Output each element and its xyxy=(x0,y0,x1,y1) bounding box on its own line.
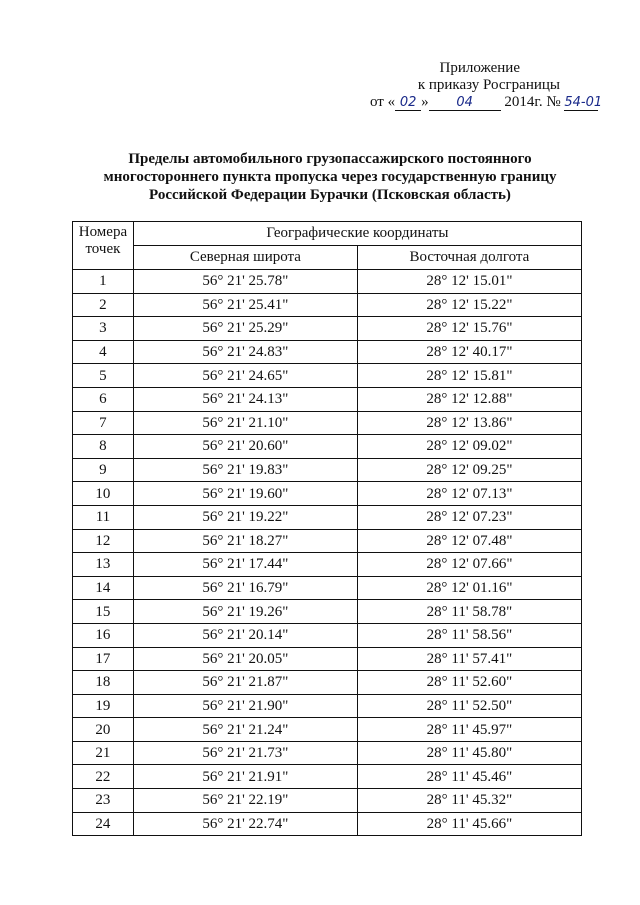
table-row xyxy=(73,529,582,553)
title-line-2: многостороннего пункта пропуска через государственную границу xyxy=(103,169,557,185)
handwritten-month: 04 xyxy=(429,95,501,111)
cell-point-number: 3 xyxy=(73,317,134,341)
cell-point-number: 15 xyxy=(73,600,134,624)
cell-point-number: 5 xyxy=(73,364,134,388)
table-row xyxy=(73,812,582,836)
cell-longitude: 28° 11' 45.32" xyxy=(357,789,581,813)
cell-point-number: 12 xyxy=(73,529,134,553)
cell-latitude: 56° 21' 21.91" xyxy=(133,765,357,789)
cell-point-number: 1 xyxy=(73,270,134,294)
cell-longitude: 28° 11' 52.60" xyxy=(357,671,581,695)
cell-latitude: 56° 21' 24.13" xyxy=(133,387,357,411)
cell-latitude: 56° 21' 25.29" xyxy=(133,317,357,341)
cell-latitude: 56° 21' 20.60" xyxy=(133,435,357,459)
cell-longitude: 28° 12' 15.81" xyxy=(357,364,581,388)
cell-longitude: 28° 12' 01.16" xyxy=(357,576,581,600)
header-longitude: Восточная долгота xyxy=(357,246,581,270)
cell-latitude: 56° 21' 21.90" xyxy=(133,694,357,718)
cell-longitude: 28° 12' 12.88" xyxy=(357,387,581,411)
appendix-title: Приложение xyxy=(439,60,520,76)
cell-longitude: 28° 12' 09.02" xyxy=(357,435,581,459)
cell-point-number: 18 xyxy=(73,671,134,695)
cell-point-number: 22 xyxy=(73,765,134,789)
cell-latitude: 56° 21' 19.83" xyxy=(133,458,357,482)
table-row xyxy=(73,364,582,388)
cell-latitude: 56° 21' 20.14" xyxy=(133,623,357,647)
cell-latitude: 56° 21' 21.73" xyxy=(133,741,357,765)
cell-longitude: 28° 12' 15.76" xyxy=(357,317,581,341)
table-row xyxy=(73,293,582,317)
table-row xyxy=(73,671,582,695)
cell-latitude: 56° 21' 25.41" xyxy=(133,293,357,317)
cell-point-number: 10 xyxy=(73,482,134,506)
cell-point-number: 23 xyxy=(73,789,134,813)
table-row xyxy=(73,505,582,529)
cell-longitude: 28° 12' 15.22" xyxy=(357,293,581,317)
coordinates-table xyxy=(72,221,582,836)
table-row xyxy=(73,600,582,624)
table-row xyxy=(73,789,582,813)
table-row xyxy=(73,741,582,765)
table-row xyxy=(73,694,582,718)
table-row xyxy=(73,435,582,459)
cell-longitude: 28° 11' 45.80" xyxy=(357,741,581,765)
cell-longitude: 28° 11' 58.56" xyxy=(357,623,581,647)
handwritten-order-number: 54-01 xyxy=(564,95,603,110)
header-number-line-1: Номера xyxy=(78,224,128,240)
cell-longitude: 28° 11' 45.66" xyxy=(357,812,581,836)
cell-point-number: 4 xyxy=(73,340,134,364)
cell-longitude: 28° 12' 07.23" xyxy=(357,505,581,529)
cell-latitude: 56° 21' 21.87" xyxy=(133,671,357,695)
year-text: 2014г. № xyxy=(504,94,561,110)
cell-latitude: 56° 21' 21.24" xyxy=(133,718,357,742)
cell-point-number: 13 xyxy=(73,553,134,577)
cell-longitude: 28° 11' 57.41" xyxy=(357,647,581,671)
table-row xyxy=(73,270,582,294)
cell-latitude: 56° 21' 21.10" xyxy=(133,411,357,435)
table-row xyxy=(73,458,582,482)
cell-latitude: 56° 21' 17.44" xyxy=(133,553,357,577)
cell-latitude: 56° 21' 22.19" xyxy=(133,789,357,813)
cell-latitude: 56° 21' 18.27" xyxy=(133,529,357,553)
cell-latitude: 56° 21' 22.74" xyxy=(133,812,357,836)
table-row xyxy=(73,387,582,411)
cell-point-number: 2 xyxy=(73,293,134,317)
cell-point-number: 20 xyxy=(73,718,134,742)
cell-point-number: 24 xyxy=(73,812,134,836)
table-row xyxy=(73,317,582,341)
cell-point-number: 7 xyxy=(73,411,134,435)
cell-longitude: 28° 11' 58.78" xyxy=(357,600,581,624)
table-row xyxy=(73,718,582,742)
cell-longitude: 28° 12' 07.13" xyxy=(357,482,581,506)
table-row xyxy=(73,553,582,577)
cell-longitude: 28° 11' 52.50" xyxy=(357,694,581,718)
header-geo-coordinates: Географические координаты xyxy=(133,222,581,246)
document-title xyxy=(60,150,600,204)
cell-longitude: 28° 11' 45.46" xyxy=(357,765,581,789)
cell-point-number: 17 xyxy=(73,647,134,671)
cell-latitude: 56° 21' 25.78" xyxy=(133,270,357,294)
header-number-line-2: точек xyxy=(85,241,121,257)
cell-point-number: 11 xyxy=(73,505,134,529)
table-row xyxy=(73,623,582,647)
table-row xyxy=(73,411,582,435)
appendix-date-line xyxy=(370,94,603,111)
cell-point-number: 8 xyxy=(73,435,134,459)
title-line-3: Российской Федерации Бурачки (Псковская область) xyxy=(149,187,511,203)
cell-longitude: 28° 12' 09.25" xyxy=(357,458,581,482)
header-latitude: Северная широта xyxy=(133,246,357,270)
cell-latitude: 56° 21' 19.26" xyxy=(133,600,357,624)
appendix-order-line: к приказу Росграницы xyxy=(417,77,560,93)
cell-latitude: 56° 21' 16.79" xyxy=(133,576,357,600)
table-row xyxy=(73,482,582,506)
cell-latitude: 56° 21' 20.05" xyxy=(133,647,357,671)
cell-latitude: 56° 21' 19.60" xyxy=(133,482,357,506)
cell-point-number: 21 xyxy=(73,741,134,765)
cell-point-number: 19 xyxy=(73,694,134,718)
cell-longitude: 28° 12' 13.86" xyxy=(357,411,581,435)
cell-point-number: 16 xyxy=(73,623,134,647)
table-body xyxy=(73,270,582,836)
cell-point-number: 6 xyxy=(73,387,134,411)
table-row xyxy=(73,765,582,789)
handwritten-day: 02 xyxy=(395,95,421,111)
cell-longitude: 28° 12' 15.01" xyxy=(357,270,581,294)
cell-longitude: 28° 12' 07.48" xyxy=(357,529,581,553)
cell-longitude: 28° 12' 40.17" xyxy=(357,340,581,364)
cell-longitude: 28° 11' 45.97" xyxy=(357,718,581,742)
date-prefix: от « xyxy=(370,94,396,110)
table-row xyxy=(73,576,582,600)
date-mid: » xyxy=(421,94,429,110)
title-line-1: Пределы автомобильного грузопассажирского постоянного xyxy=(128,151,532,167)
cell-longitude: 28° 12' 07.66" xyxy=(357,553,581,577)
appendix-header xyxy=(370,60,603,111)
cell-point-number: 14 xyxy=(73,576,134,600)
cell-latitude: 56° 21' 24.83" xyxy=(133,340,357,364)
cell-latitude: 56° 21' 24.65" xyxy=(133,364,357,388)
table-row xyxy=(73,647,582,671)
cell-point-number: 9 xyxy=(73,458,134,482)
cell-latitude: 56° 21' 19.22" xyxy=(133,505,357,529)
header-point-number xyxy=(73,222,134,270)
table-row xyxy=(73,340,582,364)
